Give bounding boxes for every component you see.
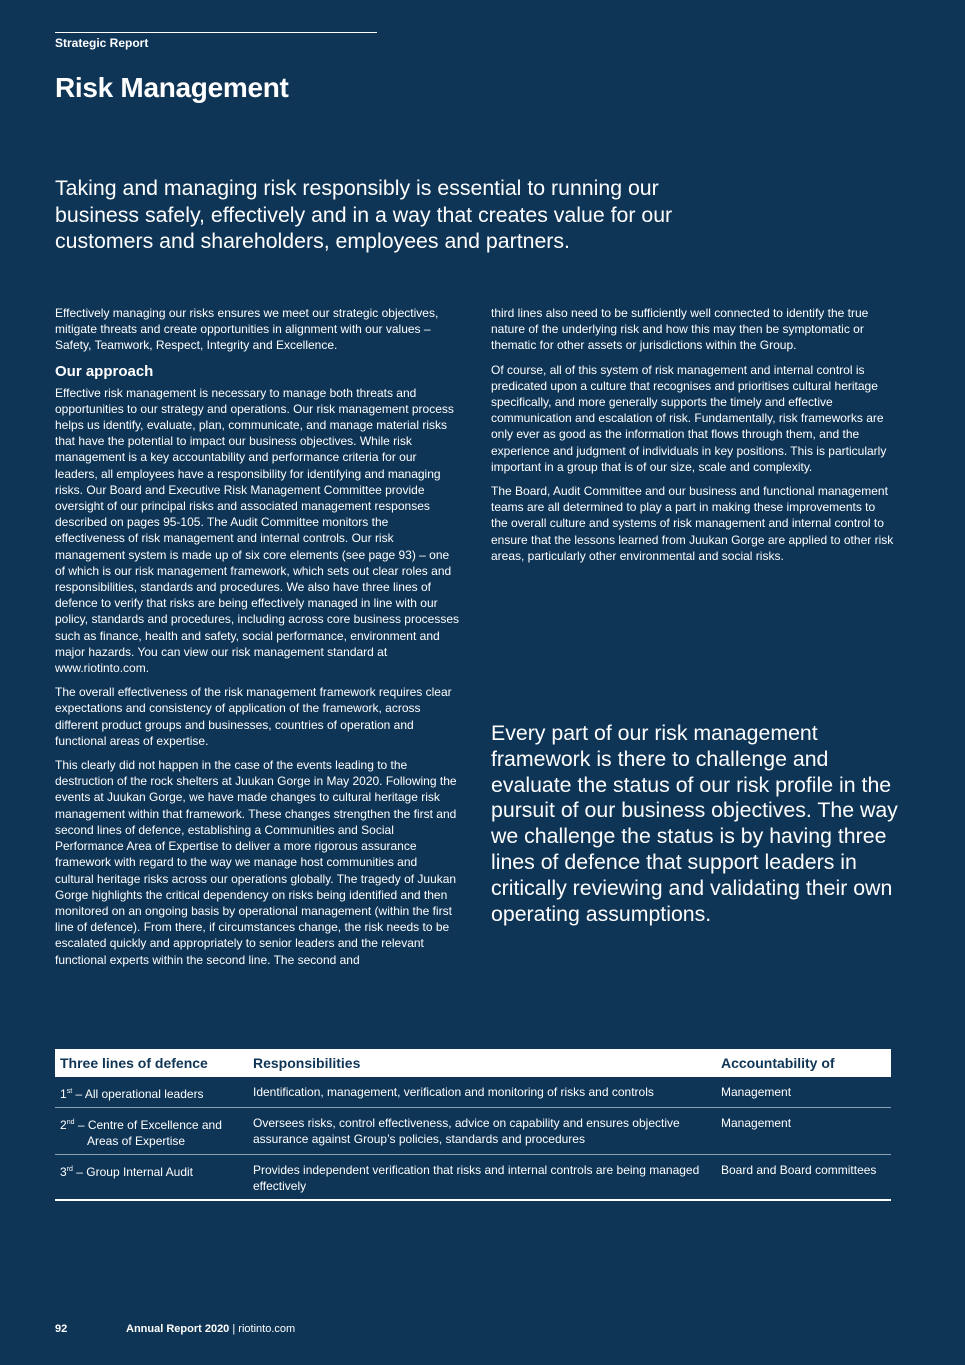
page-title: Risk Management xyxy=(55,72,289,103)
column-header: Responsibilities xyxy=(248,1049,716,1077)
accountability-cell: Board and Board committees xyxy=(716,1155,891,1201)
responsibility-cell: Oversees risks, control effectiveness, advice on capability and ensures objective assurance against Group’s policies, standards and procedures xyxy=(248,1108,716,1155)
table-row xyxy=(55,1077,891,1108)
paragraph: Effective risk management is necessary to manage both threats and opportunities to our strategy and operations. Our risk management process helps us identify, evaluate, plan, communicate, and manage material risks that have the potential to impact our business objectives. While risk management is a key accountability and performance criteria for our leaders, all employees have a responsibility for identifying and managing risks. Our Board and Executive Risk Management Committee provide oversight of our principal risks and associated management responses described on pages 95-105. The Audit Committee monitors the effectiveness of risk management and internal controls. Our risk management system is made up of six core elements (see page 93) – one of which is our risk management framework, which sets out clear roles and responsibilities, standards and procedures. We also have three lines of defence to verify that risks are being effectively managed in line with our policy, standards and procedures, including across core business processes such as finance, health and safety, social performance, environment and major hazards. You can view our risk management standard at www.riotinto.com. xyxy=(55,385,459,676)
page-number: 92 xyxy=(55,1323,68,1335)
accountability-cell: Management xyxy=(716,1108,891,1155)
paragraph: Effectively managing our risks ensures we meet our strategic objectives, mitigate threats and create opportunities in alignment with our values – Safety, Teamwork, Respect, Integrity and Excellence. xyxy=(55,306,439,353)
table-row xyxy=(55,1108,891,1155)
section-label: Strategic Report xyxy=(55,36,149,50)
table-header-row xyxy=(55,1049,891,1077)
website-link[interactable]: riotinto.com xyxy=(238,1323,296,1335)
paragraph: The overall effectiveness of the risk management framework requires clear expectations and consistency of application of the framework, across different product groups and businesses, countries of operation and functional areas of expertise. xyxy=(55,685,452,748)
line-cell: 3rd – Group Internal Audit xyxy=(55,1155,248,1201)
report-reference: Annual Report 2020 | riotinto.com xyxy=(126,1323,296,1335)
lines-of-defence-table xyxy=(55,1049,891,1201)
left-column xyxy=(55,305,459,976)
line-cell: 1st – All operational leaders xyxy=(55,1077,248,1108)
line-cell: 2nd – Centre of Excellence and Areas of Expertise xyxy=(55,1108,248,1155)
section-heading: Our approach xyxy=(55,362,154,380)
paragraph: third lines also need to be sufficiently well connected to identify the true nature of the underlying risk and how this may then be symptomatic or thematic for other assets or jurisdictions within the Group. xyxy=(491,306,869,353)
table-row xyxy=(55,1155,891,1201)
accountability-cell: Management xyxy=(716,1077,891,1108)
paragraph: This clearly did not happen in the case of the events leading to the destruction of the rock shelters at Juukan Gorge in May 2020. Following the events at Juukan Gorge, we have made changes to cultural heritage risk management within that framework. These changes strengthen the first and second lines of defence, establishing a Communities and Social Performance Area of Expertise to deliver a more rigorous assurance framework with regard to the way we manage host communities and cultural heritage risks across our operations globally. The tragedy of Juukan Gorge highlights the critical dependency on risks being identified and then monitored on an ongoing basis by operational management (within the first line of defence). From there, if circumstances change, the risk needs to be escalated quickly and appropriately to senior leaders and the relevant functional experts within the second line. The second and xyxy=(55,758,457,967)
pull-quote: Every part of our risk management framework is there to challenge and evaluate the status of our risk profile in the pursuit of our business objectives. The way we challenge the status is by having three lines of defence that support leaders in critically reviewing and validating their own operating assumptions. xyxy=(491,721,898,926)
right-column xyxy=(491,305,895,572)
responsibility-cell: Provides independent verification that risks and internal controls are being managed effectively xyxy=(248,1155,716,1201)
column-header: Three lines of defence xyxy=(55,1049,248,1077)
paragraph: The Board, Audit Committee and our business and functional management teams are all determined to play a part in making these improvements to the overall culture and systems of risk management and internal control to ensure that the lessons learned from Juukan Gorge are applied to other risk areas, particularly other environmental and social risks. xyxy=(491,484,894,563)
paragraph: Of course, all of this system of risk management and internal control is predicated upon a culture that recognises and prioritises cultural heritage specifically, and more generally supports the timely and effective communication and escalation of risk. Fundamentally, risk frameworks are only ever as good as the information that flows through them, and the experience and judgment of individuals in key positions. This is particularly important in a group that is of our size, scale and complexity. xyxy=(491,362,887,474)
responsibility-cell: Identification, management, verification and monitoring of risks and controls xyxy=(248,1077,716,1108)
header-rule xyxy=(55,32,377,33)
column-header: Accountability of xyxy=(716,1049,891,1077)
intro-statement: Taking and managing risk responsibly is essential to running our business safely, effectively and in a way that creates value for our customers and shareholders, employees and partners. xyxy=(55,176,673,253)
page-footer xyxy=(55,1323,296,1335)
